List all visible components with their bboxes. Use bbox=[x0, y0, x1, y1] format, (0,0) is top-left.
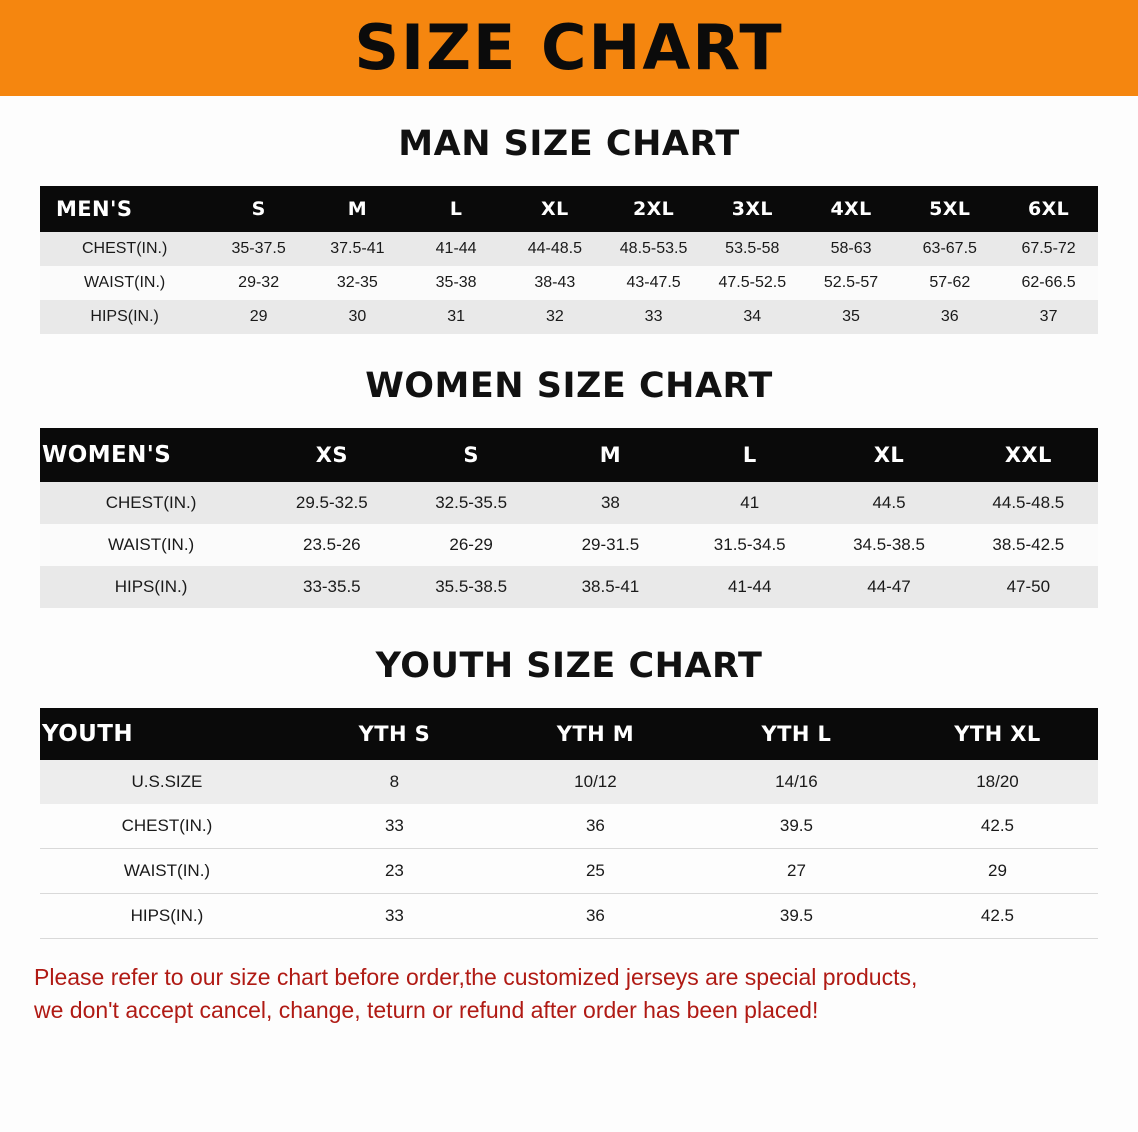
women-col-header: M bbox=[541, 428, 680, 482]
row-label: U.S.SIZE bbox=[40, 760, 294, 804]
man-table-head bbox=[40, 186, 1098, 232]
cell: 35 bbox=[802, 300, 901, 334]
cell: 44-48.5 bbox=[505, 232, 604, 266]
youth-col-header: YTH L bbox=[696, 708, 897, 760]
women-col-header: XL bbox=[819, 428, 958, 482]
man-table-body bbox=[40, 232, 1098, 334]
women-table-head bbox=[40, 428, 1098, 482]
table-row bbox=[40, 482, 1098, 524]
table-row bbox=[40, 266, 1098, 300]
cell: 47-50 bbox=[959, 566, 1098, 608]
cell: 53.5-58 bbox=[703, 232, 802, 266]
cell: 37 bbox=[999, 300, 1098, 334]
cell: 18/20 bbox=[897, 760, 1098, 804]
youth-row-header-label: YOUTH bbox=[40, 708, 294, 760]
table-header-row bbox=[40, 708, 1098, 760]
row-label: WAIST(IN.) bbox=[40, 524, 262, 566]
cell: 33-35.5 bbox=[262, 566, 401, 608]
cell: 29-31.5 bbox=[541, 524, 680, 566]
cell: 34 bbox=[703, 300, 802, 334]
cell: 38.5-41 bbox=[541, 566, 680, 608]
cell: 34.5-38.5 bbox=[819, 524, 958, 566]
disclaimer-line-2: we don't accept cancel, change, teturn or refund after order has been placed! bbox=[34, 996, 819, 1023]
cell: 30 bbox=[308, 300, 407, 334]
women-section-title: WOMEN SIZE CHART bbox=[365, 366, 773, 406]
women-table-body bbox=[40, 482, 1098, 608]
man-table-wrapper bbox=[0, 186, 1138, 334]
table-header-row bbox=[40, 186, 1098, 232]
youth-table-body bbox=[40, 760, 1098, 939]
cell: 42.5 bbox=[897, 894, 1098, 939]
cell: 62-66.5 bbox=[999, 266, 1098, 300]
cell: 42.5 bbox=[897, 804, 1098, 849]
women-col-header: XS bbox=[262, 428, 401, 482]
cell: 48.5-53.5 bbox=[604, 232, 703, 266]
cell: 29 bbox=[209, 300, 308, 334]
table-row bbox=[40, 232, 1098, 266]
cell: 35.5-38.5 bbox=[401, 566, 540, 608]
cell: 39.5 bbox=[696, 894, 897, 939]
page-banner bbox=[0, 0, 1138, 96]
row-label: CHEST(IN.) bbox=[40, 482, 262, 524]
cell: 63-67.5 bbox=[900, 232, 999, 266]
table-row bbox=[40, 566, 1098, 608]
cell: 36 bbox=[495, 804, 696, 849]
cell: 41 bbox=[680, 482, 819, 524]
youth-table-wrapper bbox=[0, 708, 1138, 939]
women-col-header: XXL bbox=[959, 428, 1098, 482]
cell: 31.5-34.5 bbox=[680, 524, 819, 566]
cell: 36 bbox=[495, 894, 696, 939]
cell: 31 bbox=[407, 300, 506, 334]
cell: 47.5-52.5 bbox=[703, 266, 802, 300]
cell: 32 bbox=[505, 300, 604, 334]
cell: 33 bbox=[604, 300, 703, 334]
women-row-header-label: WOMEN'S bbox=[40, 428, 262, 482]
youth-col-header: YTH S bbox=[294, 708, 495, 760]
man-col-header: 4XL bbox=[802, 186, 901, 232]
page-title: SIZE CHART bbox=[354, 11, 784, 84]
cell: 35-37.5 bbox=[209, 232, 308, 266]
women-size-table bbox=[40, 428, 1098, 608]
women-table-wrapper bbox=[0, 428, 1138, 608]
man-col-header: 6XL bbox=[999, 186, 1098, 232]
table-row bbox=[40, 849, 1098, 894]
man-col-header: 2XL bbox=[604, 186, 703, 232]
youth-col-header: YTH M bbox=[495, 708, 696, 760]
cell: 29-32 bbox=[209, 266, 308, 300]
row-label: CHEST(IN.) bbox=[40, 232, 209, 266]
man-size-table bbox=[40, 186, 1098, 334]
youth-table-head bbox=[40, 708, 1098, 760]
table-row bbox=[40, 894, 1098, 939]
cell: 67.5-72 bbox=[999, 232, 1098, 266]
man-col-header: 5XL bbox=[900, 186, 999, 232]
cell: 27 bbox=[696, 849, 897, 894]
row-label: HIPS(IN.) bbox=[40, 894, 294, 939]
table-row bbox=[40, 804, 1098, 849]
disclaimer-line-1: Please refer to our size chart before order,the customized jerseys are special products, bbox=[34, 964, 918, 990]
cell: 44.5 bbox=[819, 482, 958, 524]
row-label: WAIST(IN.) bbox=[40, 849, 294, 894]
youth-size-table bbox=[40, 708, 1098, 939]
table-row bbox=[40, 300, 1098, 334]
disclaimer-note bbox=[34, 961, 1104, 1026]
cell: 39.5 bbox=[696, 804, 897, 849]
cell: 41-44 bbox=[407, 232, 506, 266]
youth-section-title: YOUTH SIZE CHART bbox=[375, 646, 763, 686]
table-row bbox=[40, 760, 1098, 804]
cell: 44.5-48.5 bbox=[959, 482, 1098, 524]
cell: 29 bbox=[897, 849, 1098, 894]
table-row bbox=[40, 524, 1098, 566]
row-label: CHEST(IN.) bbox=[40, 804, 294, 849]
man-col-header: M bbox=[308, 186, 407, 232]
cell: 23 bbox=[294, 849, 495, 894]
cell: 23.5-26 bbox=[262, 524, 401, 566]
cell: 57-62 bbox=[900, 266, 999, 300]
cell: 38.5-42.5 bbox=[959, 524, 1098, 566]
cell: 43-47.5 bbox=[604, 266, 703, 300]
cell: 36 bbox=[900, 300, 999, 334]
cell: 10/12 bbox=[495, 760, 696, 804]
cell: 41-44 bbox=[680, 566, 819, 608]
man-col-header: XL bbox=[505, 186, 604, 232]
row-label: HIPS(IN.) bbox=[40, 300, 209, 334]
table-header-row bbox=[40, 428, 1098, 482]
row-label: HIPS(IN.) bbox=[40, 566, 262, 608]
women-col-header: L bbox=[680, 428, 819, 482]
cell: 26-29 bbox=[401, 524, 540, 566]
man-col-header: S bbox=[209, 186, 308, 232]
cell: 33 bbox=[294, 804, 495, 849]
cell: 32-35 bbox=[308, 266, 407, 300]
cell: 25 bbox=[495, 849, 696, 894]
cell: 52.5-57 bbox=[802, 266, 901, 300]
cell: 8 bbox=[294, 760, 495, 804]
man-col-header: L bbox=[407, 186, 506, 232]
cell: 32.5-35.5 bbox=[401, 482, 540, 524]
cell: 14/16 bbox=[696, 760, 897, 804]
man-col-header: 3XL bbox=[703, 186, 802, 232]
youth-col-header: YTH XL bbox=[897, 708, 1098, 760]
cell: 38-43 bbox=[505, 266, 604, 300]
man-row-header-label: MEN'S bbox=[40, 186, 209, 232]
cell: 37.5-41 bbox=[308, 232, 407, 266]
women-col-header: S bbox=[401, 428, 540, 482]
cell: 44-47 bbox=[819, 566, 958, 608]
man-section-title: MAN SIZE CHART bbox=[398, 124, 740, 164]
cell: 35-38 bbox=[407, 266, 506, 300]
cell: 33 bbox=[294, 894, 495, 939]
cell: 58-63 bbox=[802, 232, 901, 266]
cell: 29.5-32.5 bbox=[262, 482, 401, 524]
row-label: WAIST(IN.) bbox=[40, 266, 209, 300]
cell: 38 bbox=[541, 482, 680, 524]
